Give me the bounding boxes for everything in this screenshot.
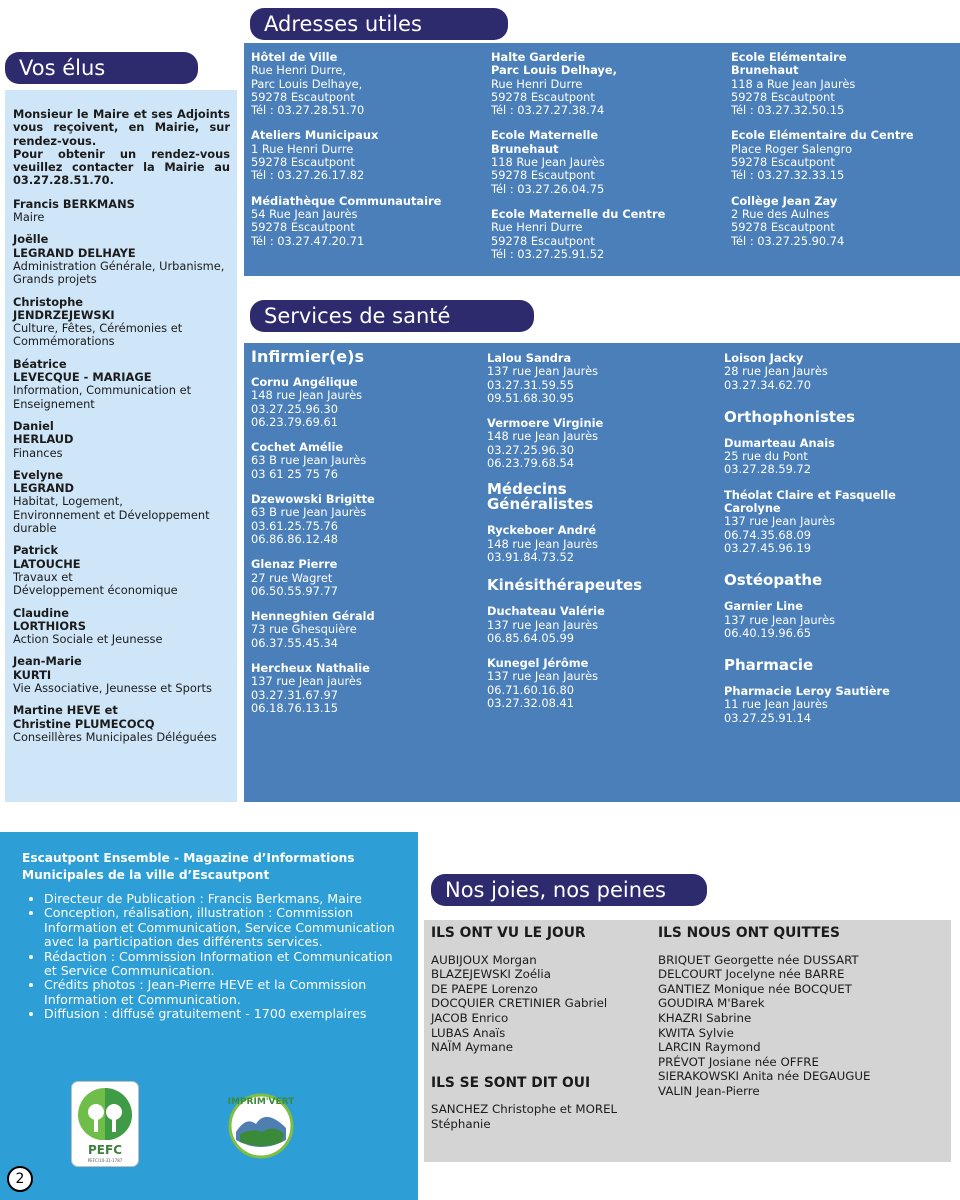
elus-panel <box>5 90 237 802</box>
elu-name: Christophe JENDRZEJEWSKI <box>13 294 115 322</box>
entry-details: 54 Rue Jean Jaurès 59278 Escautpont Tél : 03.27.47.20.71 <box>251 206 365 248</box>
adresses-column <box>251 51 481 260</box>
joies-header: Nos joies, nos peines <box>431 874 707 906</box>
elu-entry <box>13 655 230 695</box>
deces-title: ILS NOUS ONT QUITTES <box>658 925 840 941</box>
entry-name: Ryckeboer André <box>487 523 597 538</box>
elu-name: Patrick LATOUCHE <box>13 543 81 571</box>
elus-intro-line: Pour obtenir un rendez-vous veuillez contacter la Mairie au 03.27.28.51.70. <box>13 146 230 188</box>
osteo-list <box>724 600 956 640</box>
entry-details: 27 rue Wagret 06.50.55.97.77 <box>251 570 338 598</box>
elu-role: Finances <box>13 445 63 460</box>
list-item: KWITA Sylvie <box>658 1025 734 1040</box>
sante-header: Services de santé <box>250 300 534 332</box>
sante-column <box>487 352 715 722</box>
entry-name: Hercheux Nathalie <box>251 661 370 676</box>
entry-details: 118 Rue Jean Jaurès 59278 Escautpont Tél : 03.27.26.04.75 <box>491 155 605 196</box>
credits-panel <box>0 832 418 1200</box>
entry-details: 28 rue Jean Jaurès 03.27.34.62.70 <box>724 364 828 392</box>
credits-list <box>22 892 408 1022</box>
entry <box>251 195 481 248</box>
entry <box>724 600 956 640</box>
entry-name: Ecole Maternelle Brunehaut <box>491 128 599 156</box>
elu-entry <box>13 469 230 535</box>
entry <box>491 208 721 261</box>
entry-details: 148 rue Jean Jaurès 03.27.25.96.30 06.23.79.69.61 <box>251 388 363 429</box>
entry-name: Ecole Maternelle du Centre <box>491 206 666 221</box>
elu-entry <box>13 607 230 647</box>
list-item: GOUDIRA M'Barek <box>658 996 765 1011</box>
elu-role: Administration Générale, Urbanisme, Grands projets <box>13 258 225 287</box>
entry-details: Rue Henri Durre 59278 Escautpont Tél : 03.27.25.91.52 <box>491 220 605 261</box>
entry-name: Duchateau Valérie <box>487 604 605 619</box>
entry-name: Ecole Elémentaire du Centre <box>731 128 914 143</box>
elu-role: Information, Communication et Enseignement <box>13 383 192 411</box>
entry-details: 11 rue Jean Jaurès 03.27.25.91.14 <box>724 697 828 725</box>
imprim-vert-label: IMPRIM'VERT <box>227 1097 295 1107</box>
elus-header: Vos élus <box>5 52 198 84</box>
category-pharma: Pharmacie <box>724 656 814 675</box>
elu-entry <box>13 358 230 411</box>
adresses-column <box>731 51 960 260</box>
magazine-title: Escautpont Ensemble - Magazine d’Informations Municipales de la ville d’Escautpont <box>22 851 355 882</box>
infirmiers-list <box>251 376 479 715</box>
entry-details: 2 Rue des Aulnes 59278 Escautpont Tél : 03.27.25.90.74 <box>731 206 845 248</box>
entry-name: Dumarteau Anais <box>724 435 835 450</box>
medecins-list <box>487 524 715 564</box>
list-item: AUBIJOUX Morgan <box>431 952 537 967</box>
category-medecins: Médecins Généralistes <box>487 480 594 514</box>
credits-item: • Crédits photos : Jean-Pierre HEVE et la Commission Information et Communication. <box>44 978 408 1007</box>
pefc-tree-icon <box>72 1082 138 1166</box>
entry <box>251 441 479 481</box>
entry-details: 25 rue du Pont 03.27.28.59.72 <box>724 449 811 477</box>
ortho-list <box>724 437 956 555</box>
entry-name: Cochet Amélie <box>251 440 344 455</box>
list-item: NAÏM Aymane <box>431 1040 514 1055</box>
entry <box>251 51 481 117</box>
elu-role: Vie Associative, Jeunesse et Sports <box>13 680 212 695</box>
category-ortho: Orthophonistes <box>724 407 856 426</box>
list-item: DELCOURT Jocelyne née BARRE <box>658 967 845 982</box>
elu-name: Joëlle LEGRAND DELHAYE <box>13 232 136 260</box>
entry <box>731 195 960 248</box>
infirmiers-list <box>487 352 715 470</box>
entry <box>487 352 715 405</box>
entry <box>251 662 479 715</box>
entry-details: 63 B rue Jean Jaurès 03 61 25 75 76 <box>251 453 367 481</box>
mariages-list <box>431 1102 651 1131</box>
entry-name: Garnier Line <box>724 599 803 614</box>
elu-name: Martine HEVE et Christine PLUMECOCQ <box>13 703 155 731</box>
entry <box>487 605 715 645</box>
elu-role: Travaux et Développement économique <box>13 569 178 598</box>
imprim-vert-logo <box>226 1088 296 1160</box>
elu-entry <box>13 420 230 460</box>
list-item: BLAZEJEWSKI Zoélia <box>431 967 551 982</box>
credits-item: • Rédaction : Commission Information et Communication et Service Communication. <box>44 950 408 979</box>
entry-details: 137 rue Jean jaurès 03.27.31.67.97 06.18.76.13.15 <box>251 674 362 715</box>
elu-entry <box>13 198 230 225</box>
entry <box>731 51 960 117</box>
entry-name: Ecole Elémentaire Brunehaut <box>731 50 847 78</box>
kine-list <box>487 605 715 710</box>
infirmiers-list <box>724 352 956 392</box>
elu-role: Culture, Fêtes, Cérémonies et Commémorations <box>13 321 183 349</box>
list-item: KHAZRI Sabrine <box>658 1010 752 1025</box>
entry-name: Dzewowski Brigitte <box>251 492 375 507</box>
entry-name: Collège Jean Zay <box>731 193 838 208</box>
elu-role: Habitat, Logement, Environnement et Développement durable <box>13 494 210 536</box>
page-number: 2 <box>7 1166 33 1192</box>
entry <box>251 493 479 546</box>
entry <box>731 129 960 182</box>
category-kine: Kinésithérapeutes <box>487 576 643 595</box>
elu-name: Béatrice LEVECQUE - MARIAGE <box>13 356 152 385</box>
adresses-header: Adresses utiles <box>250 8 508 40</box>
list-item: DOCQUIER CRETINIER Gabriel <box>431 996 608 1011</box>
list-item: SANCHEZ Christophe et MOREL Stéphanie <box>431 1102 618 1131</box>
entry-name: Cornu Angélique <box>251 375 358 389</box>
adresses-panel <box>244 43 960 276</box>
elu-name: Evelyne LEGRAND <box>13 467 74 496</box>
entry-details: 137 rue Jean Jaurès 03.27.31.59.55 09.51.68.30.95 <box>487 364 599 405</box>
deces-column <box>658 926 948 1099</box>
pefc-small-label: PEFC/10-31-1787 <box>87 1158 123 1163</box>
mariages-title: ILS SE SONT DIT OUI <box>431 1074 591 1091</box>
entry <box>251 129 481 182</box>
entry <box>487 417 715 470</box>
elu-name: Jean-Marie KURTI <box>13 654 82 682</box>
list-item: LUBAS Anaïs <box>431 1025 506 1040</box>
elu-entry <box>13 704 230 744</box>
elu-name: Claudine LORTHIORS <box>13 605 86 633</box>
list-item: BRIQUET Georgette née DUSSART <box>658 952 859 967</box>
list-item: PRÉVOT Josiane née OFFRE <box>658 1054 819 1069</box>
entry-name: Kunegel Jérôme <box>487 656 589 671</box>
joies-panel <box>424 920 951 1162</box>
entry-details: 148 rue Jean Jaurès 03.27.25.96.30 06.23.79.68.54 <box>487 429 599 471</box>
deces-list <box>658 953 948 1099</box>
imprim-vert-icon <box>226 1088 296 1160</box>
credits-item: • Diffusion : diffusé gratuitement - 1700 exemplaires <box>44 1007 408 1021</box>
entry <box>724 489 956 555</box>
elus-intro <box>13 108 230 188</box>
elu-entry <box>13 233 230 286</box>
entry-details: 137 rue Jean Jaurès 06.85.64.05.99 <box>487 617 599 645</box>
elu-role: Conseillères Municipales Déléguées <box>13 729 217 744</box>
list-item: GANTIEZ Monique née BOCQUET <box>658 981 852 996</box>
pharma-list <box>724 685 956 725</box>
elu-role: Maire <box>13 210 45 225</box>
entry <box>251 558 479 598</box>
adresses-column <box>491 51 721 273</box>
credits-item: • Conception, réalisation, illustration : Commission Information et Communication, Service Communication avec la participation des différents services. <box>44 906 408 949</box>
entry <box>251 376 479 429</box>
entry-name: Glenaz Pierre <box>251 557 338 572</box>
entry-name: Ateliers Municipaux <box>251 128 379 143</box>
list-item: JACOB Enrico <box>431 1010 509 1025</box>
entry-details: 63 B rue Jean Jaurès 03.61.25.75.76 06.86.86.12.48 <box>251 505 367 546</box>
entry-details: 148 rue Jean Jaurès 03.91.84.73.52 <box>487 536 599 564</box>
elu-name: Francis BERKMANS <box>13 196 135 211</box>
entry-name: Halte Garderie Parc Louis Delhaye, <box>491 50 617 78</box>
pefc-logo <box>72 1082 138 1166</box>
naissances-column <box>431 926 651 1132</box>
entry <box>491 51 721 117</box>
sante-panel <box>244 343 960 802</box>
elu-entry <box>13 296 230 349</box>
sante-column <box>251 347 479 727</box>
naissances-list <box>431 953 651 1055</box>
category-osteo: Ostéopathe <box>724 571 823 590</box>
elu-entry <box>13 544 230 597</box>
entry-name: Théolat Claire et Fasquelle Carolyne <box>724 487 896 516</box>
entry-details: 137 rue Jean Jaurès 06.74.35.68.09 03.27.45.96.19 <box>724 514 836 555</box>
elu-role: Action Sociale et Jeunesse <box>13 632 163 647</box>
sante-column <box>724 352 956 737</box>
entry-name: Pharmacie Leroy Sautière <box>724 684 890 699</box>
entry-details: 73 rue Ghesquière 06.37.55.45.34 <box>251 622 357 650</box>
entry-details: 1 Rue Henri Durre 59278 Escautpont Tél : 03.27.26.17.82 <box>251 141 365 183</box>
entry <box>724 437 956 477</box>
entry-name: Lalou Sandra <box>487 351 572 365</box>
entry-details: 118 a Rue Jean Jaurès 59278 Escautpont Tél : 03.27.32.50.15 <box>731 76 856 118</box>
list-item: SIERAKOWSKI Anita née DEGAUGUE <box>658 1069 871 1084</box>
pefc-label: PEFC <box>88 1143 122 1157</box>
entry <box>491 129 721 195</box>
elus-intro-line: Monsieur le Maire et ses Adjoints vous reçoivent, en Mairie, sur rendez-vous. <box>13 107 230 148</box>
entry <box>487 524 715 564</box>
entry-name: Loison Jacky <box>724 351 804 365</box>
entry-details: 137 rue Jean Jaurès 06.71.60.16.80 03.27.32.08.41 <box>487 669 599 711</box>
entry-name: Vermoere Virginie <box>487 416 604 431</box>
entry <box>724 352 956 392</box>
entry-name: Hôtel de Ville <box>251 50 338 64</box>
list-item: LARCIN Raymond <box>658 1040 761 1055</box>
entry-details: Place Roger Salengro 59278 Escautpont Tél : 03.27.32.33.15 <box>731 141 853 183</box>
elu-name: Daniel HERLAUD <box>13 418 74 447</box>
list-item: DE PAEPE Lorenzo <box>431 981 538 996</box>
entry <box>724 685 956 725</box>
entry-name: Henneghien Gérald <box>251 609 375 624</box>
naissances-title: ILS ONT VU LE JOUR <box>431 925 586 941</box>
elus-list <box>13 198 230 744</box>
entry-details: Rue Henri Durre, Parc Louis Delhaye, 59278 Escautpont Tél : 03.27.28.51.70 <box>251 63 365 118</box>
entry-details: 137 rue Jean Jaurès 06.40.19.96.65 <box>724 612 836 640</box>
entry <box>487 657 715 710</box>
credits-item: • Directeur de Publication : Francis Berkmans, Maire <box>44 892 408 906</box>
category-infirmiers: Infirmier(e)s <box>251 347 364 366</box>
entry-name: Médiathèque Communautaire <box>251 193 442 208</box>
list-item: VALIN Jean-Pierre <box>658 1083 760 1098</box>
entry <box>251 610 479 650</box>
entry-details: Rue Henri Durre 59278 Escautpont Tél : 03.27.27.38.74 <box>491 76 605 118</box>
